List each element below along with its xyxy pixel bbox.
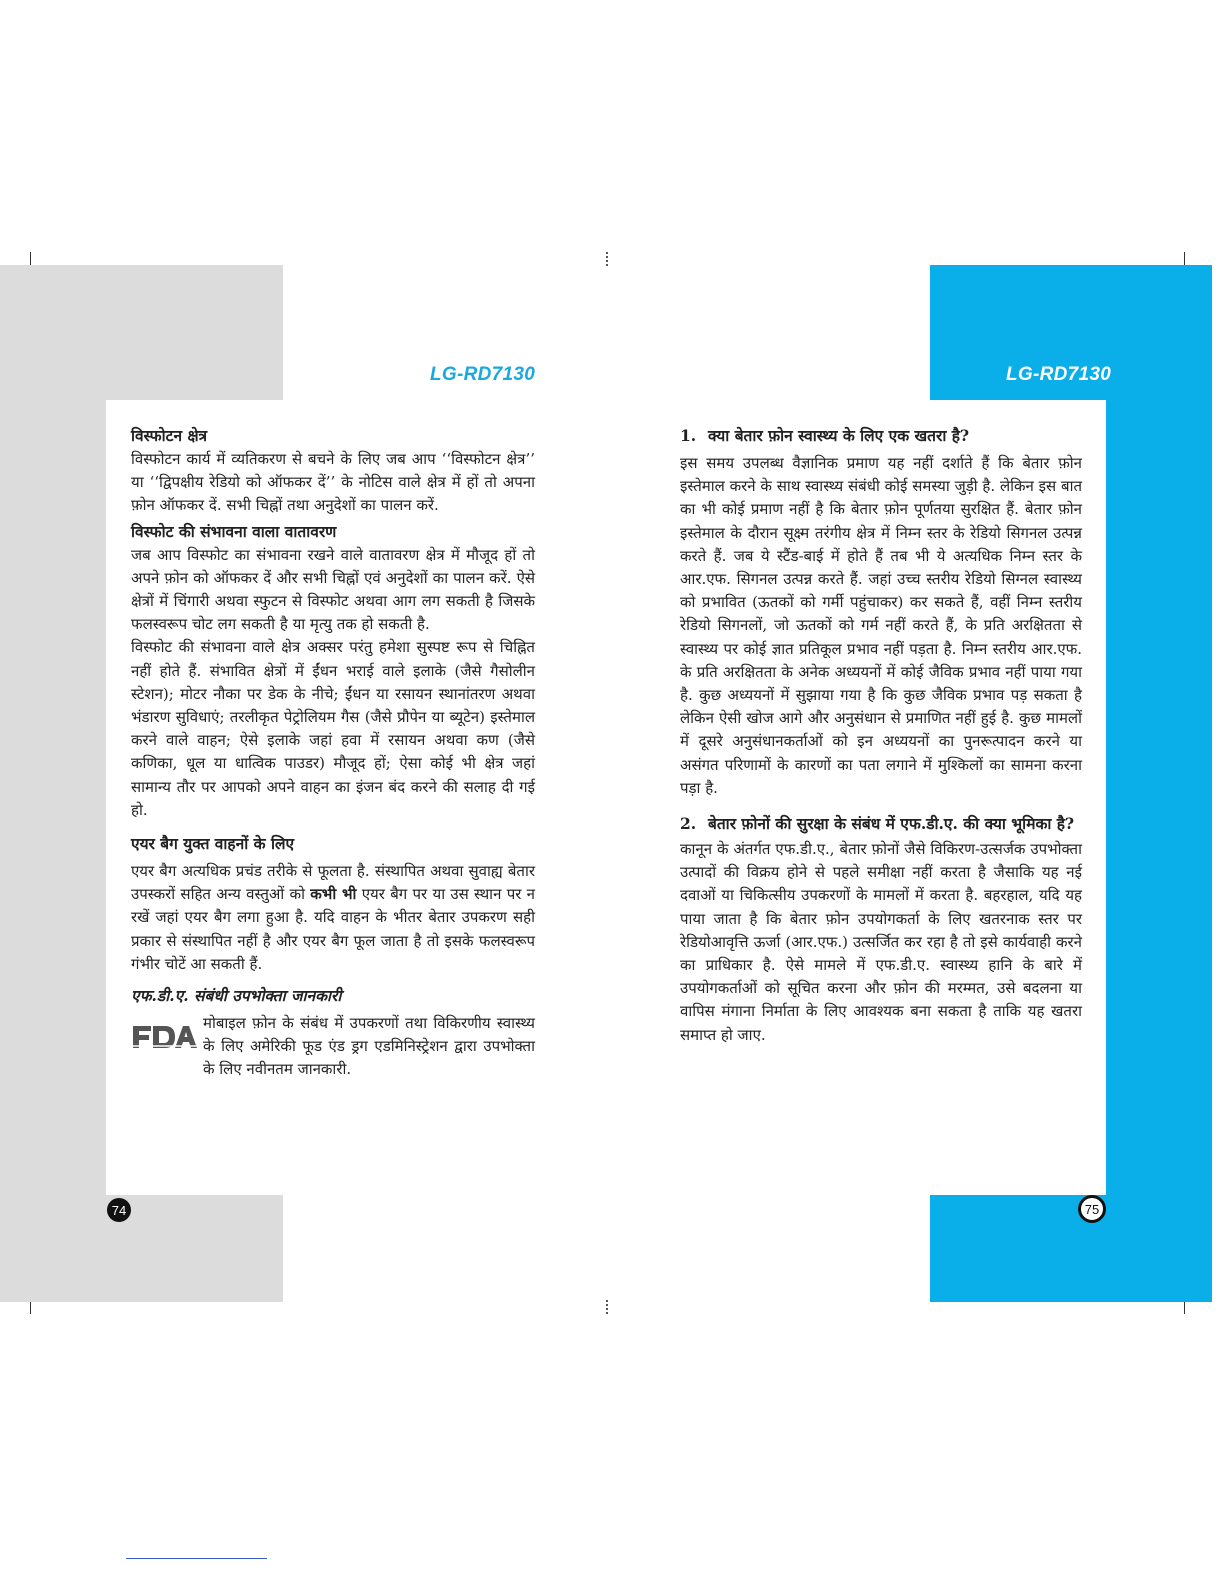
section-heading-fda-info: एफ.डी.ए. संबंधी उपभोक्ता जानकारी (131, 986, 342, 1006)
crop-mark-top-left (30, 252, 31, 266)
airbag-text-emphasis: कभी भी (310, 885, 357, 904)
left-gray-band-bottom (0, 1195, 283, 1302)
question-1-title: क्या बेतार फ़ोन स्वास्थ्य के लिए एक खतरा है? (708, 426, 970, 445)
section-heading-blasting-area: विस्फोटन क्षेत्र (131, 426, 208, 445)
fda-info-row (131, 1012, 535, 1082)
question-2-title: बेतार फ़ोनों की सुरक्षा के संबंध में एफ.डी.ए. की क्या भूमिका है? (708, 814, 1075, 834)
right-model-header: LG-RD7130 (1006, 364, 1112, 385)
crop-mark-bottom-left (30, 1300, 31, 1314)
left-gray-band-side (0, 400, 106, 1195)
left-gray-band-top (0, 265, 283, 400)
question-2-number: 2. (680, 814, 697, 834)
question-2-body: कानून के अंतर्गत एफ.डी.ए., बेतार फ़ोनों जैसे विकिरण-उत्सर्जक उपभोक्ता उत्पादों की विक्रय होने से पहले समीक्षा नहीं करता है जैसाकि यह नई दवाओं या चिकित्सीय उपकरणों के मामलों में करता है. बहरहाल, यदि यह पाया जाता है कि बेतार फ़ोन उपयोगकर्ता के लिए खतरनाक स्तर पर रेडियोआवृत्ति ऊर्जा (आर.एफ.) उत्सर्जित कर रहा है तो इसे कार्यवाही करने का प्राधिकार है. ऐसे मामले में एफ.डी.ए. स्वास्थ्य हानि के बारे में उपयोगकर्ताओं को सूचित करना और फ़ोन की मरम्मत, उसे बदलना या वापिस मंगाना निर्माता के लिए आवश्यक बना सकता है ताकि यह खतरा समाप्त हो जाए. (680, 840, 1082, 1044)
question-1-number: 1. (680, 426, 697, 445)
crop-mark-top-right (1184, 252, 1185, 266)
left-model-header: LG-RD7130 (430, 364, 536, 385)
section-heading-airbag-vehicles: एयर बैग युक्त वाहनों के लिए (131, 834, 295, 854)
registration-mark-bottom-center (606, 1300, 610, 1314)
question-1-body: इस समय उपलब्ध वैज्ञानिक प्रमाण यह नहीं दर्शाते हैं कि बेतार फ़ोन इस्तेमाल करने के साथ स्वास्थ्य संबंधी कोई समस्या जुड़ी है. लेकिन इस बात का भी कोई प्रमाण नहीं है कि बेतार फ़ोन पूर्णतया सुरक्षित हैं. बेतार फ़ोन इस्तेमाल के दौरान सूक्ष्म तरंगीय क्षेत्र में निम्न स्तर के रेडियो सिगनल उत्पन्न करते हैं. जब ये स्टैंड-बाई में होते हैं तब भी ये अत्यधिक निम्न स्तर के आर.एफ. सिगनल उत्पन्न करते हैं. जहां उच्च स्तरीय रेडियो सिग्नल स्वास्थ्य को प्रभावित (ऊतकों को गर्मी पहुंचाकर) कर सकते हैं, वहीं निम्न स्तरीय रेडियो सिगनलों, जो ऊतकों को गर्म नहीं करते हैं, के प्रति अरक्षितता से स्वास्थ्य पर कोई ज्ञात प्रतिकूल प्रभाव नहीं पड़ता है. निम्न स्तरीय आर.एफ. के प्रति अरक्षितता के अनेक अध्ययनों में कोई जैविक प्रभाव नहीं पाया गया है. कुछ अध्ययनों में सुझाया गया है कि कुछ जैविक प्रभाव पड़ सकता है लेकिन ऐसी खोज आगे और अनुसंधान से प्रमाणित नहीं हुई है. कुछ मामलों में दूसरे अनुसंधानकर्ताओं को इन अध्ययनों का पुनरूत्पादन करने या असंगत परिणामों के कारणों का पता लगाने में मुश्किलों का सामना करना पड़ा है. (680, 454, 1082, 797)
section-heading-explosive-atmosphere: विस्फोट की संभावना वाला वातावरण (131, 521, 337, 541)
right-page-content (680, 424, 1082, 1047)
right-blue-band-bottom (930, 1195, 1212, 1302)
question-2 (680, 812, 1082, 836)
section-body-explosive-atmosphere: जब आप विस्फोट का संभावना रखने वाले वातावरण क्षेत्र में मौजूद हों तो अपने फ़ोन को ऑफकर दें और सभी चिह्नों एवं अनुदेशों का पालन करें. ऐसे क्षेत्रों में चिंगारी अथवा स्फुटन से विस्फोट अथवा आग लग सकती है जिसके फलस्वरूप चोट लग सकती है या मृत्यु तक हो सकती है. (131, 545, 535, 634)
airbag-text-part-2: एयर बैग पर या उस स्थान पर न रखें जहां एयर बैग लगा हुआ है. यदि वाहन के भीतर बेतार उपकरण सही प्रकार से संस्थापित नहीं है और एयर बैग फूल जाता है तो इसके फलस्वरूप गंभीर चोटें आ सकती हैं. (131, 885, 535, 973)
crop-mark-bottom-right (1184, 1300, 1185, 1314)
page-number-right: 75 (1078, 1195, 1106, 1223)
section-body-airbag-vehicles (131, 860, 535, 976)
fda-logo-icon (131, 1022, 197, 1059)
section-body-fda-info: मोबाइल फ़ोन के संबंध में उपकरणों तथा विकिरणीय स्वास्थ्य के लिए अमेरिकी फूड एंड ड्रग एडमिनिस्ट्रेशन द्वारा उपभोक्ता के लिए नवीनतम जानकारी. (203, 1014, 535, 1079)
left-page-content (131, 424, 535, 1082)
section-body-explosive-atmosphere-2: विस्फोट की संभावना वाले क्षेत्र अक्सर परंतु हमेशा सुस्पष्ट रूप से चिह्नित नहीं होते हैं. संभावित क्षेत्रों में ईंधन भराई वाले इलाके (जैसे गैसोलीन स्टेशन); मोटर नौका पर डेक के नीचे; ईंधन या रसायन स्थानांतरण अथवा भंडारण सुविधाएं; तरलीकृत पेट्रोलियम गैस (जैसे प्रौपेन या ब्यूटेन) इस्तेमाल करने वाले वाहन; ऐसे इलाके जहां हवा में रसायन अथवा कण (जैसे कणिका, धूल या धात्विक पाउडर) मौजूद हों; ऐसा कोई भी क्षेत्र जहां सामान्य तौर पर आपको अपने वाहन का इंजन बंद करने की सलाह दी गई हो. (131, 638, 535, 819)
page-number-left: 74 (107, 1198, 131, 1222)
question-1 (680, 424, 1082, 448)
section-body-blasting-area: विस्फोटन कार्य में व्यतिकरण से बचने के लिए जब आप ‘‘विस्फोटन क्षेत्र’’ या ‘‘द्विपक्षीय रेडियो को ऑफकर दें’’ के नोटिस वाले क्षेत्र में हों तो अपना फ़ोन ऑफकर दें. सभी चिह्नों तथा अनुदेशों का पालन करें. (131, 450, 535, 515)
registration-mark-top-center (606, 252, 610, 266)
right-blue-band-side (1106, 400, 1212, 1195)
bottom-rule (126, 1558, 267, 1559)
airbag-text-part-1: एयर बैग अत्यधिक प्रचंड तरीके से फूलता है. संस्थापित अथवा सुवाह्य बेतार उपस्करों सहित अन्य वस्तुओं को (131, 862, 535, 904)
